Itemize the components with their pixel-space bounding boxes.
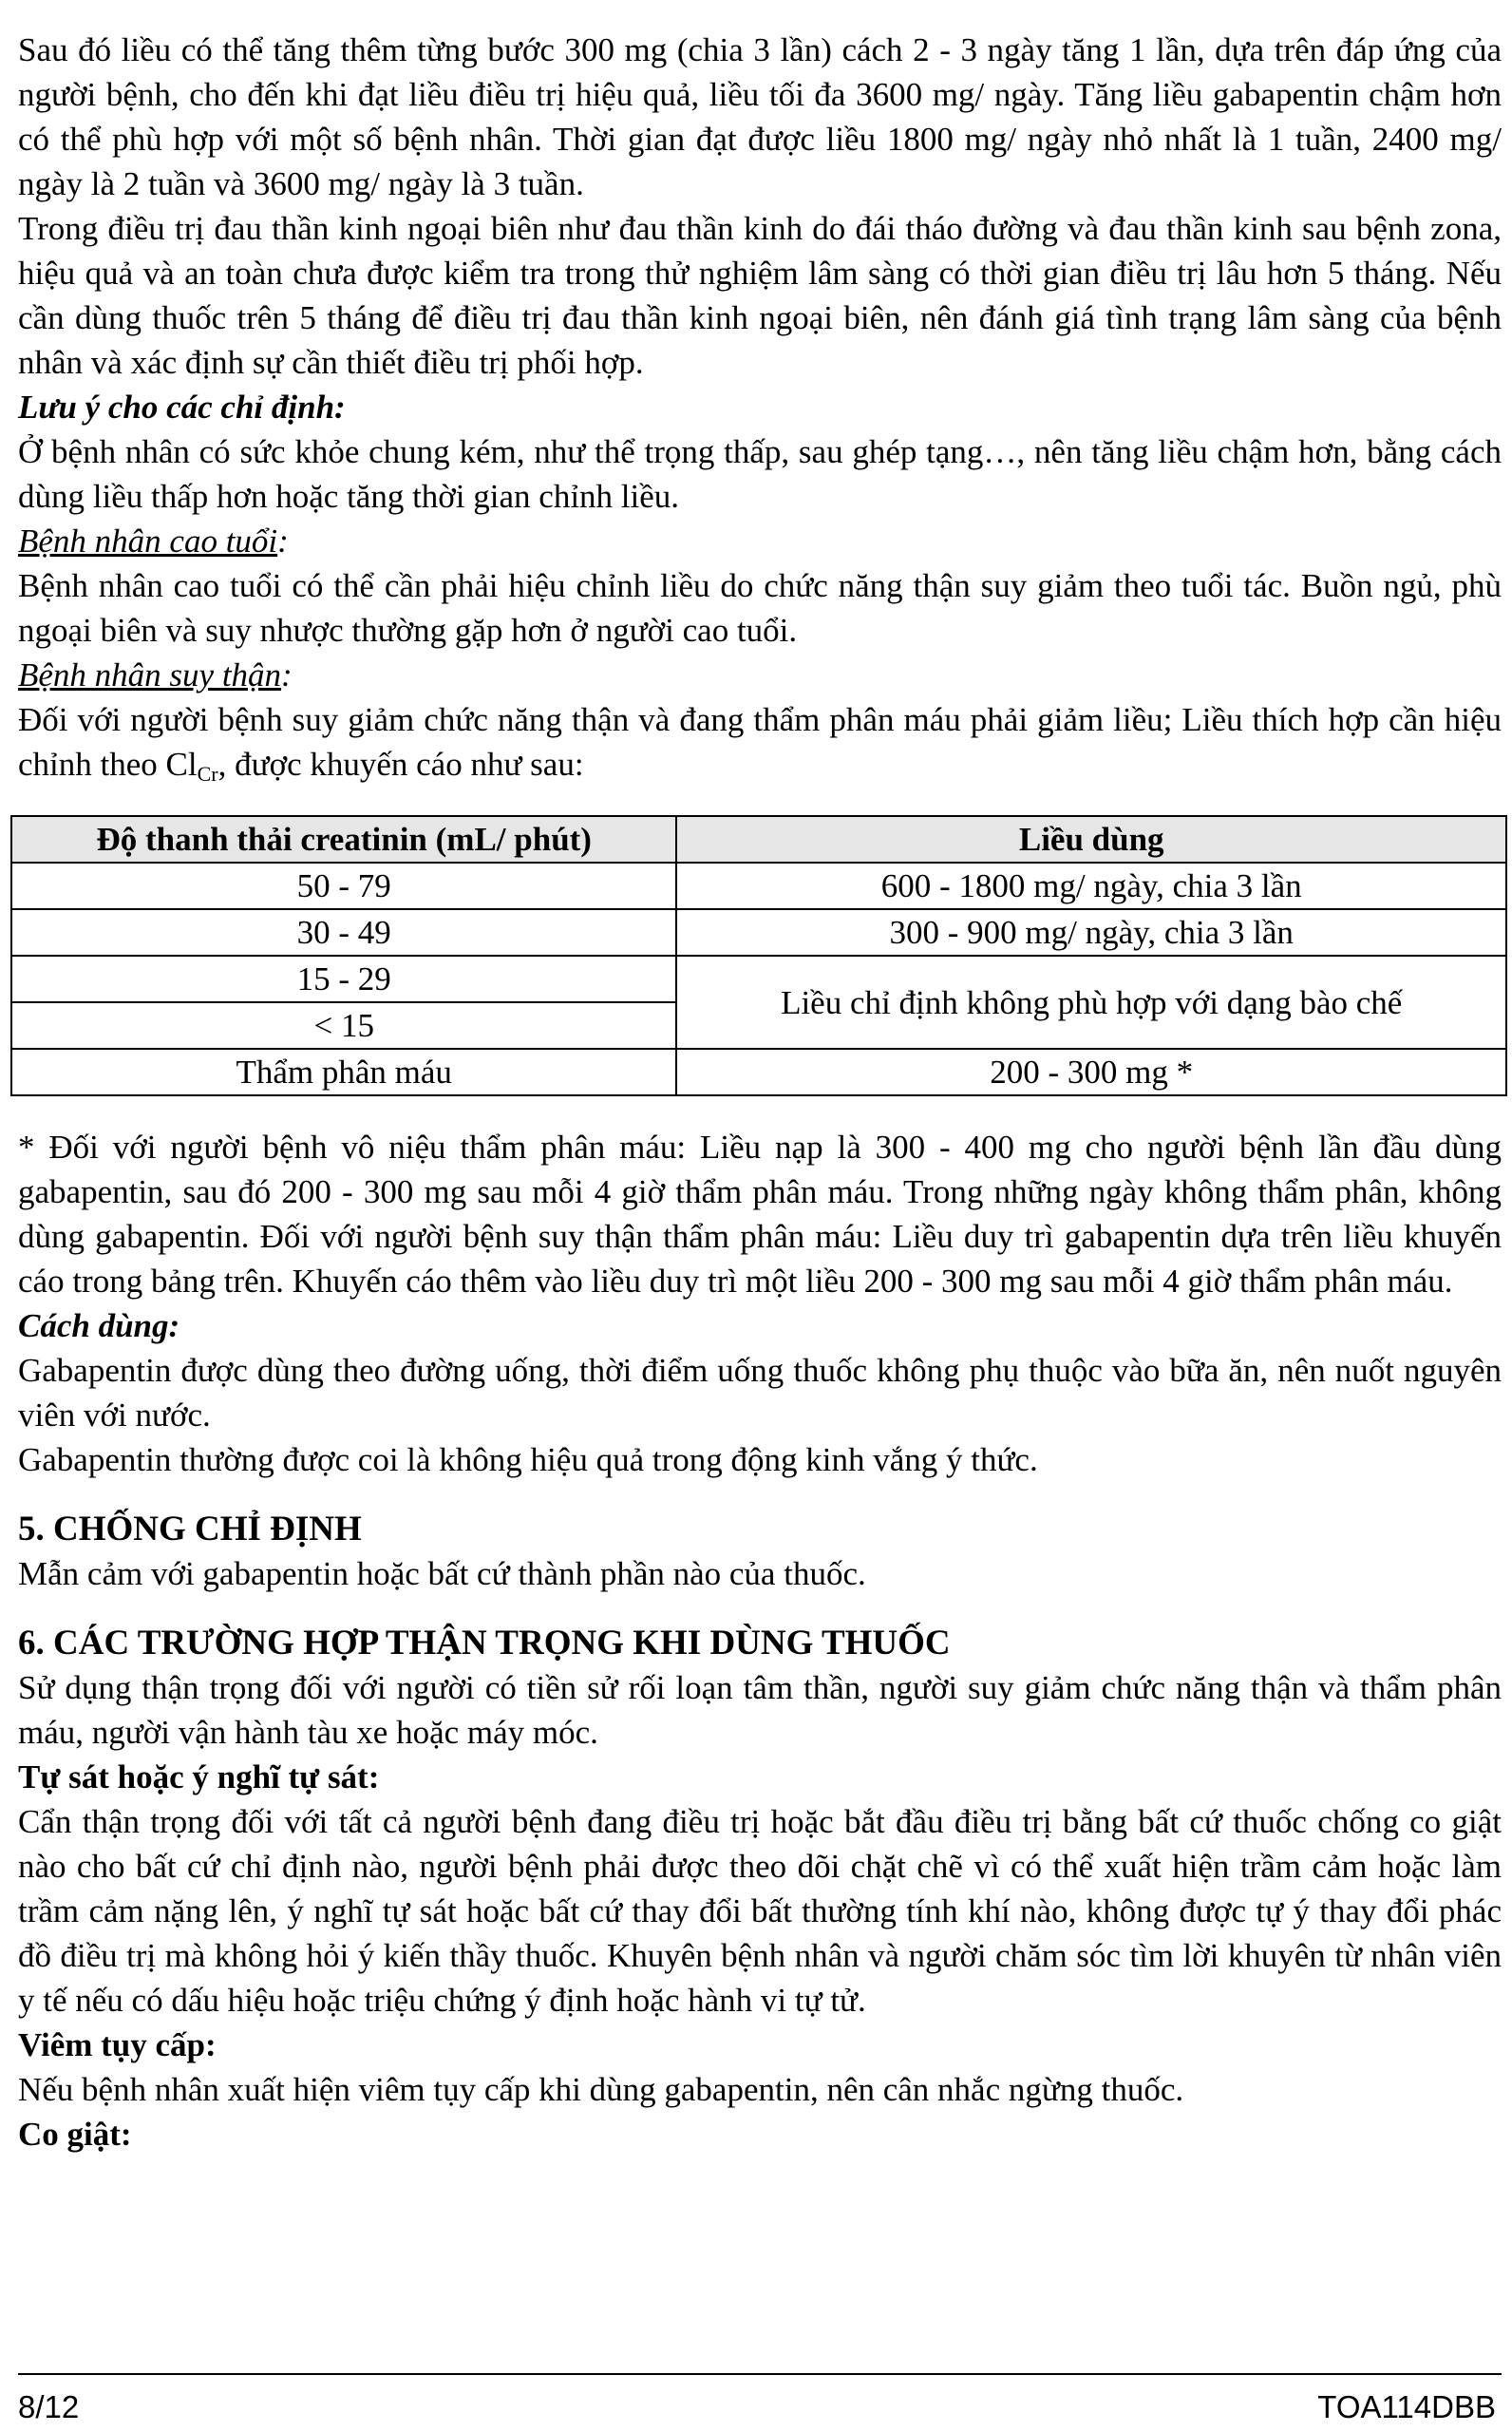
page-number: 8/12 (18, 2389, 80, 2424)
paragraph-usage-1: Gabapentin được dùng theo đường uống, thời điểm uống thuốc không phụ thuộc vào bữa ăn, nên nuốt nguyên viên với nước. (18, 1352, 1502, 1434)
heading-indication-notes: Lưu ý cho các chỉ định: (18, 389, 346, 426)
renal-dose-table (10, 815, 1507, 1096)
table-header-row (11, 816, 1506, 863)
paragraph-precautions: Sử dụng thận trọng đối với người có tiền sử rối loạn tâm thần, người suy giảm chức năng thận và thẩm phân máu, người vận hành tàu xe hoặc máy móc. (18, 1669, 1502, 1751)
paragraph-pancreatitis: Nếu bệnh nhân xuất hiện viêm tụy cấp khi dùng gabapentin, nên cân nhắc ngừng thuốc. (18, 2071, 1184, 2108)
heading-elderly (18, 519, 1502, 563)
paragraph-suicide: Cẩn thận trọng đối với tất cả người bệnh đang điều trị hoặc bắt đầu điều trị bằng bất cứ thuốc chống co giật nào cho bất cứ chỉ định nào, người bệnh phải được theo dõi chặt chẽ vì có thể xuất hiện trầm cảm hoặc làm trầm cảm nặng lên, ý nghĩ tự sát hoặc bất cứ thay đổi bất thường tính khí nào, không được tự ý thay đổi phác đồ điều trị mà không hỏi ý kiến thầy thuốc. Khuyên bệnh nhân và người chăm sóc tìm lời khuyên từ nhân viên y tế nếu có dấu hiệu hoặc triệu chứng ý định hoặc hành vi tự tử. (18, 1803, 1502, 2019)
heading-seizure: Co giật: (18, 2116, 132, 2153)
table-cell-dose: 300 - 900 mg/ ngày, chia 3 lần (676, 909, 1506, 956)
paragraph-indication-notes: Ở bệnh nhân có sức khỏe chung kém, như thể trọng thấp, sau ghép tạng…, nên tăng liều chậm hơn, bằng cách dùng liều thấp hơn hoặc tăng thời gian chỉnh liều. (18, 433, 1502, 515)
table-cell-clearance: 15 - 29 (11, 956, 676, 1002)
heading-suicide: Tự sát hoặc ý nghĩ tự sát: (18, 1758, 380, 1796)
section-6-title: 6. CÁC TRƯỜNG HỢP THẬN TRỌNG KHI DÙNG THUỐC (18, 1624, 951, 1662)
table-cell-dose: 600 - 1800 mg/ ngày, chia 3 lần (676, 863, 1506, 909)
paragraph-neuropathic-pain: Trong điều trị đau thần kinh ngoại biên như đau thần kinh do đái tháo đường và đau thần kinh sau bệnh zona, hiệu quả và an toàn chưa được kiểm tra trong thử nghiệm lâm sàng có thời gian điều trị lâu hơn 5 tháng. Nếu cần dùng thuốc trên 5 tháng để điều trị đau thần kinh ngoại biên, nên đánh giá tình trạng lâm sàng của bệnh nhân và xác định sự cần thiết điều trị phối hợp. (18, 210, 1502, 381)
table-row (11, 863, 1506, 909)
heading-elderly-label: Bệnh nhân cao tuổi (18, 522, 278, 560)
table-header-dose: Liều dùng (676, 816, 1506, 863)
heading-renal-label: Bệnh nhân suy thận (18, 656, 282, 694)
table-row (11, 909, 1506, 956)
paragraph-dose-titration: Sau đó liều có thể tăng thêm từng bước 300 mg (chia 3 lần) cách 2 - 3 ngày tăng 1 lần, dựa trên đáp ứng của người bệnh, cho đến khi đạt liều điều trị hiệu quả, liều tối đa 3600 mg/ ngày. Tăng liều gabapentin chậm hơn có thể phù hợp với một số bệnh nhân. Thời gian đạt được liều 1800 mg/ ngày nhỏ nhất là 1 tuần, 2400 mg/ ngày là 2 tuần và 3600 mg/ ngày là 3 tuần. (18, 31, 1502, 202)
table-cell-clearance: < 15 (11, 1002, 676, 1049)
table-row (11, 956, 1506, 1002)
section-5-title: 5. CHỐNG CHỈ ĐỊNH (18, 1510, 362, 1548)
heading-pancreatitis: Viêm tụy cấp: (18, 2026, 217, 2063)
document-code: TOA114DBB (1317, 2389, 1496, 2424)
paragraph-footnote: * Đối với người bệnh vô niệu thẩm phân máu: Liều nạp là 300 - 400 mg cho người bệnh lần đầu dùng gabapentin, sau đó 200 - 300 mg sau mỗi 4 giờ thẩm phân máu. Trong những ngày không thẩm phân, không dùng gabapentin. Đối với người bệnh suy thận thẩm phân máu: Liều duy trì gabapentin dựa trên liều khuyến cáo trong bảng trên. Khuyến cáo thêm vào liều duy trì một liều 200 - 300 mg sau mỗi 4 giờ thẩm phân máu. (18, 1129, 1502, 1300)
heading-renal (18, 653, 1502, 697)
table-row (11, 1049, 1506, 1095)
paragraph-elderly: Bệnh nhân cao tuổi có thể cần phải hiệu chỉnh liều do chức năng thận suy giảm theo tuổi tác. Buồn ngủ, phù ngoại biên và suy nhược thường gặp hơn ở người cao tuổi. (18, 567, 1502, 649)
footer-divider (18, 2373, 1502, 2375)
renal-subscript: Cr (197, 762, 218, 786)
paragraph-renal (18, 697, 1502, 787)
heading-renal-colon: : (281, 656, 293, 694)
paragraph-usage-2: Gabapentin thường được coi là không hiệu quả trong động kinh vắng ý thức. (18, 1441, 1038, 1478)
document-page (18, 28, 1502, 2156)
renal-text-after: , được khuyến cáo như sau: (217, 746, 584, 783)
renal-text-before: Đối với người bệnh suy giảm chức năng thận và đang thẩm phân máu phải giảm liều; Liều thích hợp cần hiệu chỉnh theo Cl (18, 701, 1502, 783)
paragraph-contraindication: Mẫn cảm với gabapentin hoặc bất cứ thành phần nào của thuốc. (18, 1555, 866, 1592)
table-cell-clearance: Thẩm phân máu (11, 1049, 676, 1095)
table-cell-dose-merged: Liều chỉ định không phù hợp với dạng bào chế (676, 956, 1506, 1049)
table-cell-clearance: 30 - 49 (11, 909, 676, 956)
table-header-clearance: Độ thanh thải creatinin (mL/ phút) (11, 816, 676, 863)
heading-elderly-colon: : (277, 522, 289, 560)
table-cell-clearance: 50 - 79 (11, 863, 676, 909)
heading-usage: Cách dùng: (18, 1307, 180, 1344)
table-cell-dose: 200 - 300 mg * (676, 1049, 1506, 1095)
